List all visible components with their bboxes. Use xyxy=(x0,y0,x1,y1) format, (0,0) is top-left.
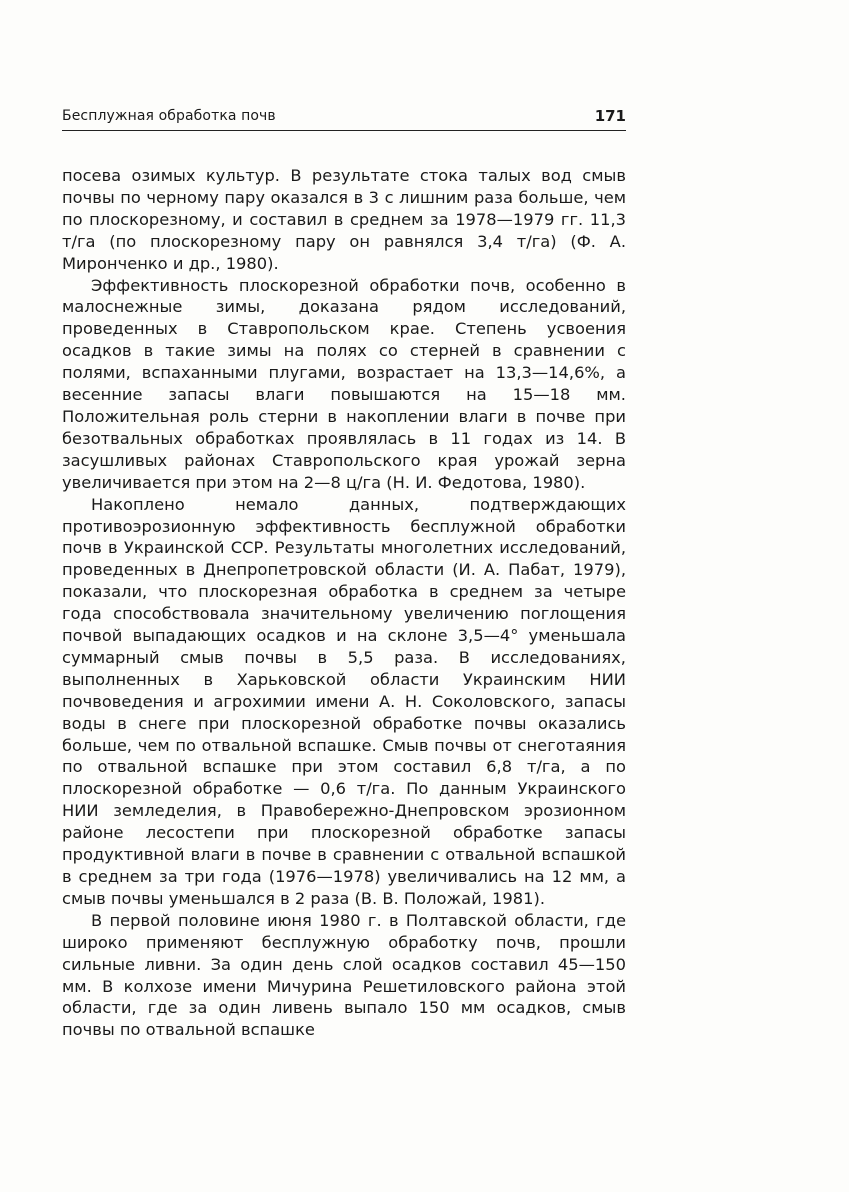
running-header xyxy=(62,108,626,131)
page-number: 171 xyxy=(594,107,626,125)
body-text xyxy=(62,165,626,1041)
paragraph: Накоплено немало данных, подтверждающих противоэрозионную эффективность бесплужной обработки почв в Украинской ССР. Результаты многолетних исследований, проведенных в Днепропетровской области (И. А. Пабат, 1979), показали, что плоскорезная обработка в среднем за четыре года способствовала значительному увеличению поглощения почвой выпадающих осадков и на склоне 3,5—4° уменьшала суммарный смыв почвы в 5,5 раза. В исследованиях, выполненных в Харьковской области Украинским НИИ почвоведения и агрохимии имени А. Н. Соколовского, запасы воды в снеге при плоскорезной обработке почвы оказались больше, чем по отвальной вспашке. Смыв почвы от снеготаяния по отвальной вспашке при этом составил 6,8 т/га, а по плоскорезной обработке — 0,6 т/га. По данным Украинского НИИ земледелия, в Правобережно-Днепровском эрозионном районе лесостепи при плоскорезной обработке запасы продуктивной влаги в почве в сравнении с отвальной вспашкой в среднем за три года (1976—1978) увеличивались на 12 мм, а смыв почвы уменьшался в 2 раза (В. В. Положай, 1981). xyxy=(62,494,626,908)
running-title: Бесплужная обработка почв xyxy=(62,108,276,124)
paragraph-continued: посева озимых культур. В результате стока талых вод смыв почвы по черному пару оказался в 3 с лишним раза больше, чем по плоскорезному, и составил в среднем за 1978—1979 гг. 11,3 т/га (по плоскорезному пару он равнялся 3,4 т/га) (Ф. А. Миронченко и др., 1980). xyxy=(62,166,626,273)
paragraph: В первой половине июня 1980 г. в Полтавской области, где широко применяют бесплужную обработку почв, прошли сильные ливни. За один день слой осадков составил 45—150 мм. В колхозе имени Мичурина Решетиловского района этой области, где за один ливень выпало 150 мм осадков, смыв почвы по отвальной вспашке xyxy=(62,910,626,1040)
paragraph: Эффективность плоскорезной обработки почв, особенно в малоснежные зимы, доказана рядом исследований, проведенных в Ставропольском крае. Степень усвоения осадков в такие зимы на полях со стерней в сравнении с полями, вспаханными плугами, возрастает на 13,3—14,6%, а весенние запасы влаги повышаются на 15—18 мм. Положительная роль стерни в накоплении влаги в почве при безотвальных обработках проявлялась в 11 годах из 14. В засушливых районах Ставропольского края урожай зерна увеличивается при этом на 2—8 ц/га (Н. И. Федотова, 1980). xyxy=(62,275,626,492)
